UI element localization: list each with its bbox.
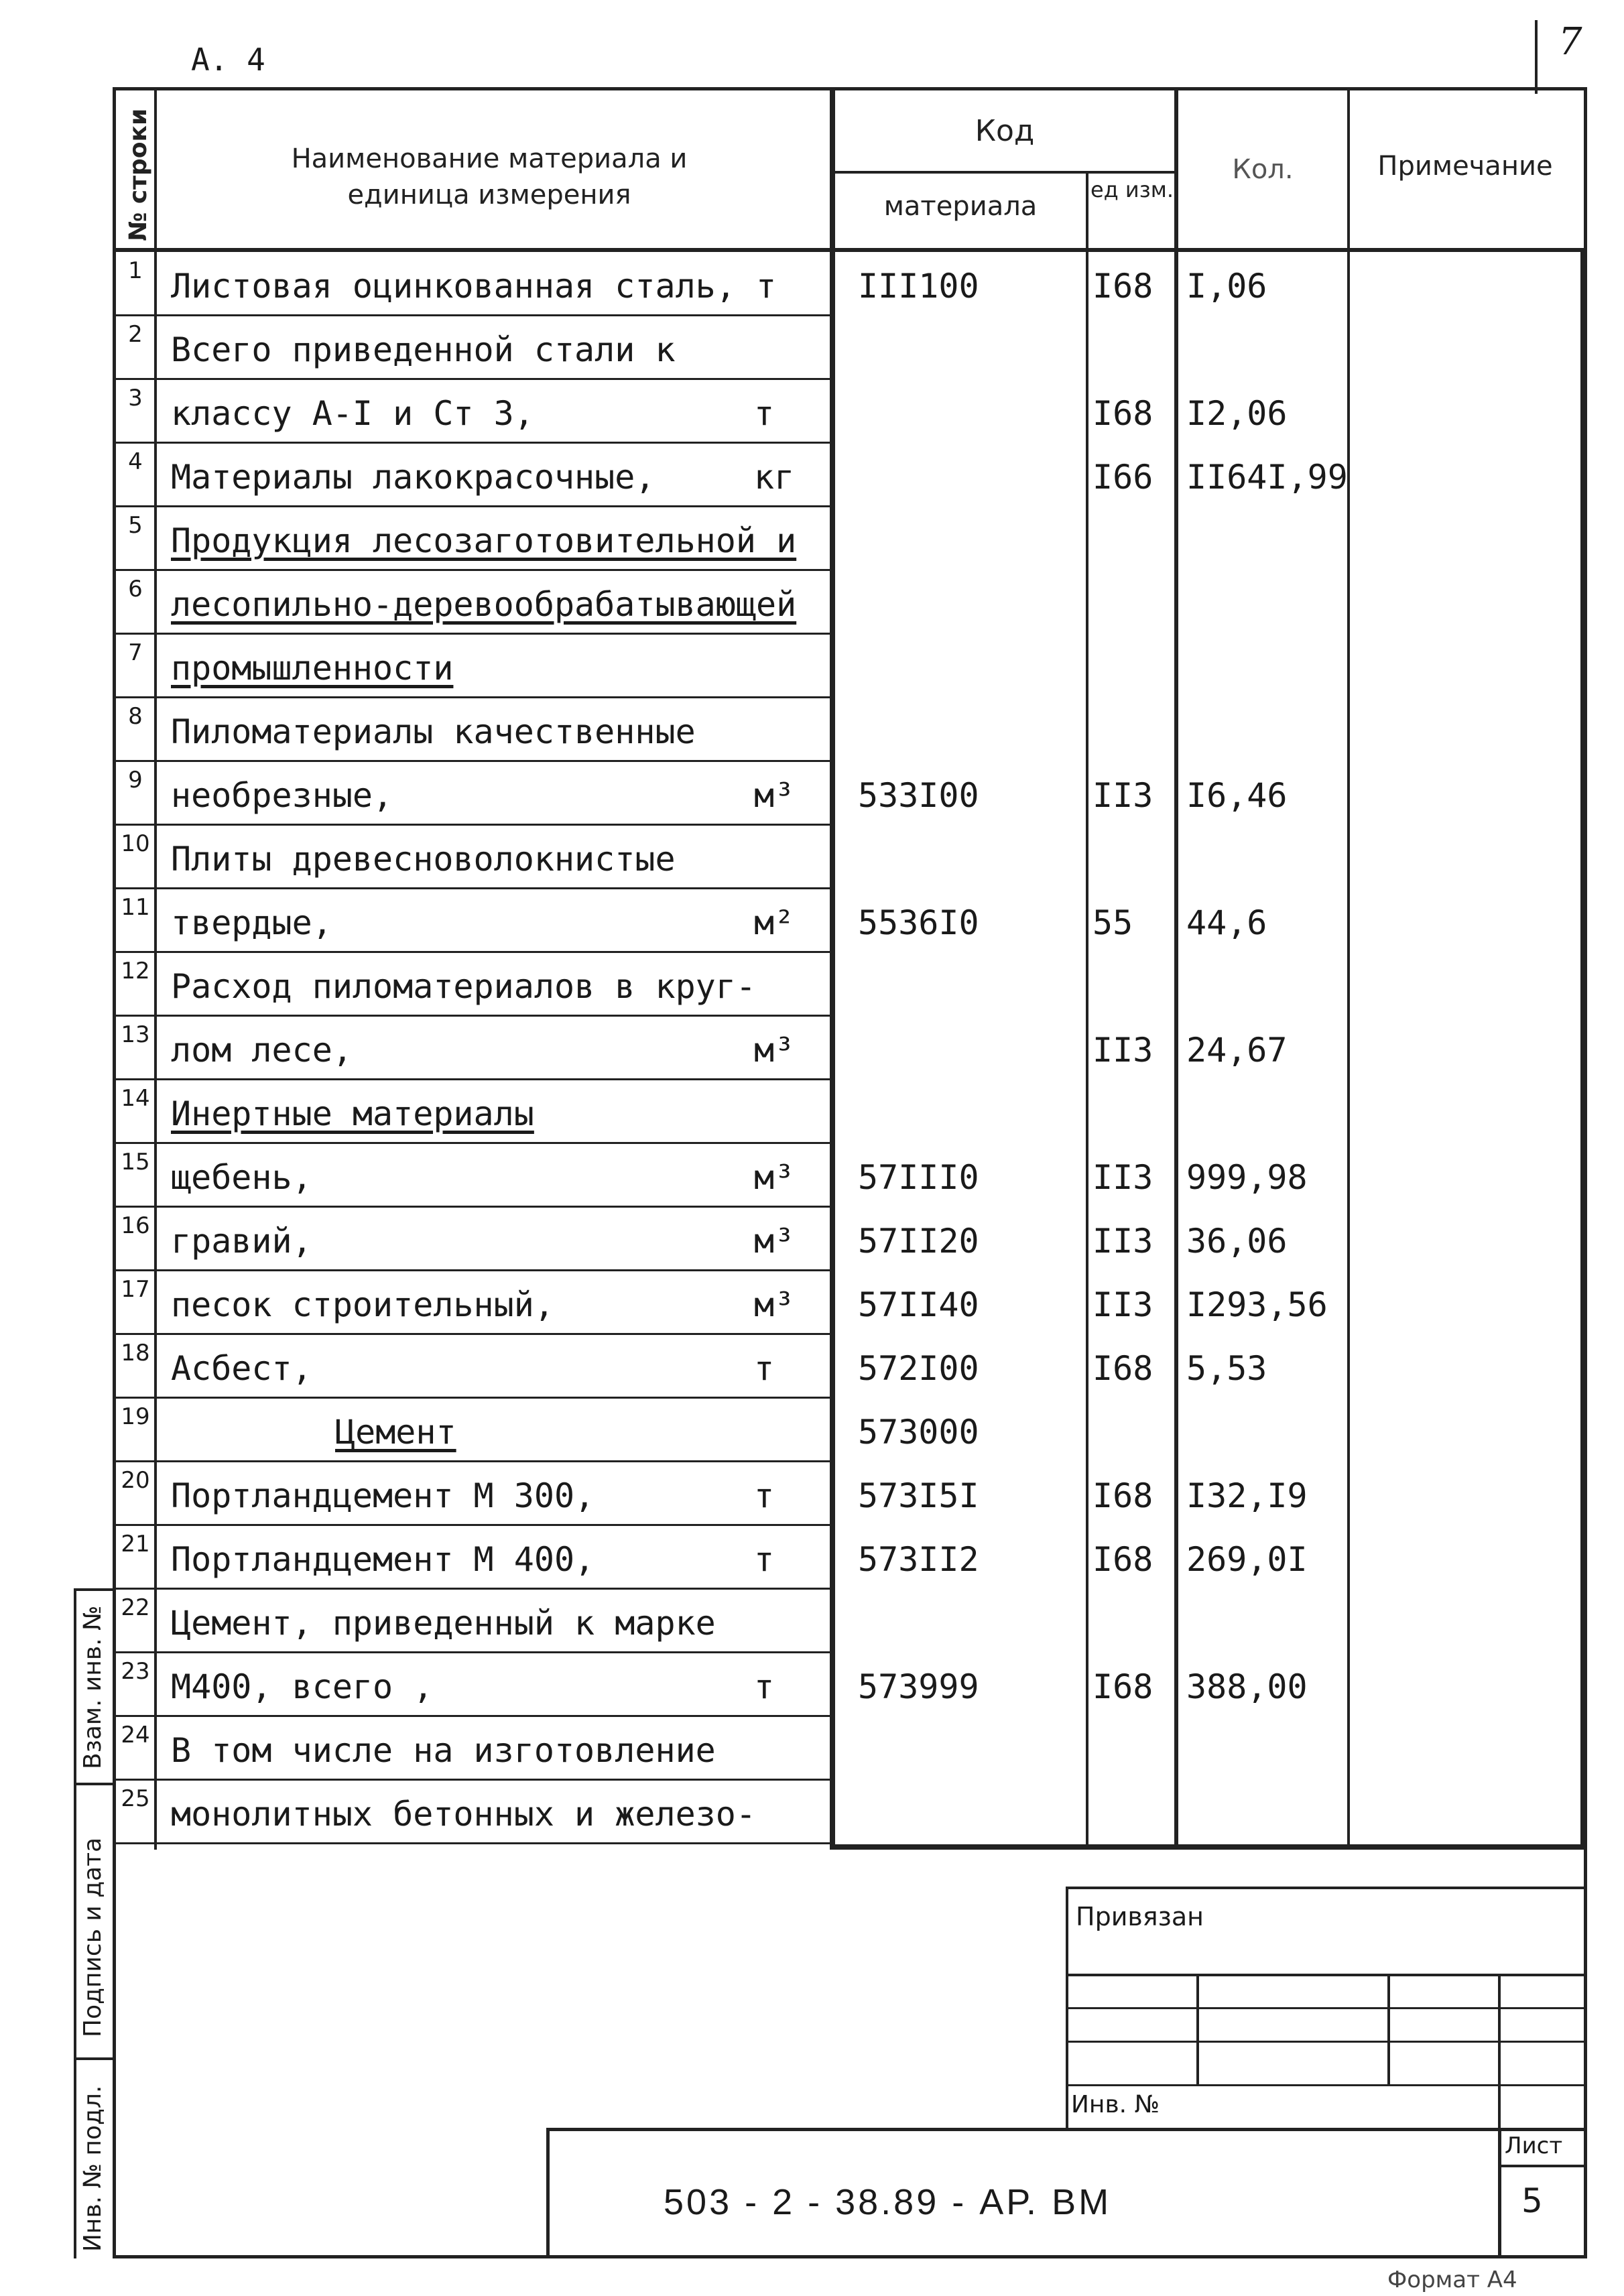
docbar-list-divider bbox=[1498, 2128, 1501, 2258]
material-code: 5536I0 bbox=[858, 903, 979, 942]
unit-code: I68 bbox=[1092, 1540, 1153, 1579]
sheet-number: 5 bbox=[1521, 2181, 1543, 2220]
side-label-vzam: Взам. инв. № bbox=[79, 1605, 107, 1769]
material-name: лесопильно-деревообрабатывающей bbox=[171, 585, 797, 624]
stamp-row-1 bbox=[1066, 1974, 1586, 1976]
stamp-col-3 bbox=[1498, 1974, 1501, 2128]
row-number: 3 bbox=[128, 385, 143, 411]
material-unit: т bbox=[754, 394, 775, 433]
stamp-row-4 bbox=[1066, 2084, 1586, 2086]
row-divider bbox=[113, 887, 831, 889]
row-number: 8 bbox=[128, 703, 143, 730]
material-name: Всего приведенной стали к bbox=[171, 330, 676, 369]
row-number: 10 bbox=[121, 830, 150, 857]
quantity: 5,53 bbox=[1186, 1349, 1267, 1388]
row-number: 1 bbox=[128, 257, 143, 284]
header-bottom-line bbox=[113, 248, 1586, 252]
stamp-row-3 bbox=[1066, 2041, 1586, 2043]
row-number: 22 bbox=[121, 1594, 150, 1621]
row-divider bbox=[113, 1588, 831, 1590]
material-unit: т bbox=[754, 1540, 775, 1579]
material-name: Цемент, приведенный к марке bbox=[171, 1604, 716, 1643]
row-divider bbox=[113, 1842, 831, 1844]
material-code: 57II20 bbox=[858, 1222, 979, 1261]
material-unit: т bbox=[754, 1349, 775, 1388]
material-unit: м³ bbox=[754, 1031, 795, 1070]
unit-code: I68 bbox=[1092, 394, 1153, 433]
stamp-row-2 bbox=[1066, 2007, 1586, 2009]
header-row-number-label: № строки bbox=[125, 108, 152, 241]
stamp-privyazan: Привязан bbox=[1076, 1902, 1204, 1931]
col-divider-code bbox=[1086, 171, 1088, 1850]
row-number: 16 bbox=[121, 1212, 150, 1239]
row-number: 23 bbox=[121, 1658, 150, 1685]
unit-code: II3 bbox=[1092, 1158, 1153, 1197]
unit-code: I68 bbox=[1092, 1667, 1153, 1706]
side-strip-line bbox=[74, 1588, 76, 2258]
material-code: 533I00 bbox=[858, 776, 979, 815]
header-code-unit: ед изм. bbox=[1090, 177, 1174, 202]
side-strip-top bbox=[74, 1588, 114, 1591]
col-divider-right bbox=[1580, 248, 1586, 1850]
unit-code: II3 bbox=[1092, 1285, 1153, 1324]
material-name: Портландцемент М 300, bbox=[171, 1476, 595, 1515]
docbar-left bbox=[546, 2128, 550, 2258]
material-unit: т bbox=[754, 1667, 775, 1706]
material-name: Продукция лесозаготовительной и bbox=[171, 521, 797, 560]
material-name: В том числе на изготовление bbox=[171, 1731, 716, 1770]
material-name: гравий, bbox=[171, 1222, 312, 1261]
row-number: 20 bbox=[121, 1467, 150, 1494]
row-number: 14 bbox=[121, 1085, 150, 1112]
col-divider-rownum bbox=[154, 87, 157, 1850]
page-reference: А. 4 bbox=[191, 42, 265, 78]
docbar-top bbox=[546, 2128, 1586, 2131]
material-code: 57III0 bbox=[858, 1158, 979, 1197]
quantity: I2,06 bbox=[1186, 394, 1288, 433]
material-code: 573I5I bbox=[858, 1476, 979, 1515]
table-bottom-line bbox=[830, 1844, 1586, 1850]
material-code: III100 bbox=[858, 267, 979, 306]
col-divider-name bbox=[830, 87, 835, 1850]
material-name: Портландцемент М 400, bbox=[171, 1540, 595, 1579]
row-number: 13 bbox=[121, 1021, 150, 1048]
row-divider bbox=[113, 505, 831, 507]
row-divider bbox=[113, 1269, 831, 1271]
row-number: 24 bbox=[121, 1722, 150, 1748]
row-divider bbox=[113, 1524, 831, 1526]
row-number: 25 bbox=[121, 1785, 150, 1812]
material-name: Пиломатериалы качественные bbox=[171, 712, 696, 751]
material-name: необрезные, bbox=[171, 776, 393, 815]
row-number: 9 bbox=[128, 767, 143, 793]
material-code: 573II2 bbox=[858, 1540, 979, 1579]
row-divider bbox=[113, 1078, 831, 1080]
format-label: Формат А4 bbox=[1387, 2267, 1517, 2293]
unit-code: I68 bbox=[1092, 267, 1153, 306]
row-divider bbox=[113, 696, 831, 698]
row-divider bbox=[113, 1142, 831, 1144]
unit-code: I68 bbox=[1092, 1349, 1153, 1388]
header-code: Код bbox=[975, 114, 1035, 148]
header-note: Примечание bbox=[1377, 151, 1553, 182]
side-strip-divider-1 bbox=[74, 1783, 114, 1785]
header-row-number bbox=[119, 101, 153, 245]
quantity: 269,0I bbox=[1186, 1540, 1308, 1579]
page-number: 7 bbox=[1558, 20, 1582, 64]
material-unit: кг bbox=[754, 458, 795, 497]
row-divider bbox=[113, 442, 831, 444]
material-name: классу А-I и Ст 3, bbox=[171, 394, 534, 433]
quantity: 999,98 bbox=[1186, 1158, 1308, 1197]
row-divider bbox=[113, 1333, 831, 1335]
header-quantity: Кол. bbox=[1232, 154, 1294, 185]
side-label-podpis: Подпись и дата bbox=[79, 1837, 107, 2037]
row-divider bbox=[113, 1779, 831, 1781]
quantity: 44,6 bbox=[1186, 903, 1267, 942]
material-name: щебень, bbox=[171, 1158, 312, 1197]
material-unit: м³ bbox=[754, 1158, 795, 1197]
row-divider bbox=[113, 951, 831, 953]
row-number: 15 bbox=[121, 1149, 150, 1175]
unit-code: I68 bbox=[1092, 1476, 1153, 1515]
material-code: 572I00 bbox=[858, 1349, 979, 1388]
row-number: 11 bbox=[121, 894, 150, 921]
row-divider bbox=[113, 1715, 831, 1717]
stamp-col-1 bbox=[1196, 1974, 1199, 2084]
row-number: 21 bbox=[121, 1531, 150, 1557]
row-number: 18 bbox=[121, 1340, 150, 1366]
material-unit: м² bbox=[754, 903, 795, 942]
material-name: Листовая оцинкованная сталь, т bbox=[171, 267, 777, 306]
unit-code: II3 bbox=[1092, 1222, 1153, 1261]
quantity: II64I,99 bbox=[1186, 458, 1348, 497]
page-number-bar bbox=[1535, 20, 1538, 94]
row-number: 5 bbox=[128, 512, 143, 539]
material-name: твердые, bbox=[171, 903, 332, 942]
stamp-top bbox=[1066, 1887, 1586, 1889]
material-name: Асбест, bbox=[171, 1349, 312, 1388]
material-name: Расход пиломатериалов в круг- bbox=[171, 967, 756, 1006]
material-name: песок строительный, bbox=[171, 1285, 554, 1324]
quantity: 36,06 bbox=[1186, 1222, 1288, 1261]
row-divider bbox=[113, 1460, 831, 1462]
row-number: 19 bbox=[121, 1403, 150, 1430]
header-code-divider bbox=[830, 171, 1174, 174]
quantity: 388,00 bbox=[1186, 1667, 1308, 1706]
material-name: Материалы лакокрасочные, bbox=[171, 458, 655, 497]
material-name: М400, всего , bbox=[171, 1667, 434, 1706]
row-divider bbox=[113, 314, 831, 316]
side-strip-divider-2 bbox=[74, 2057, 114, 2060]
unit-code: I66 bbox=[1092, 458, 1153, 497]
stamp-inv-no: Инв. № bbox=[1071, 2091, 1160, 2118]
row-divider bbox=[113, 569, 831, 571]
row-number: 7 bbox=[128, 639, 143, 666]
header-code-material: материала bbox=[883, 191, 1038, 222]
material-name: промышленности bbox=[171, 649, 454, 688]
row-divider bbox=[113, 824, 831, 826]
material-unit: м³ bbox=[754, 1222, 795, 1261]
row-number: 17 bbox=[121, 1276, 150, 1303]
material-unit: т bbox=[754, 1476, 775, 1515]
docbar-list-divider-h bbox=[1498, 2165, 1586, 2167]
unit-code: II3 bbox=[1092, 776, 1153, 815]
material-code: 573999 bbox=[858, 1667, 979, 1706]
row-divider bbox=[113, 1651, 831, 1653]
row-divider bbox=[113, 1206, 831, 1208]
row-number: 4 bbox=[128, 448, 143, 475]
material-name: монолитных бетонных и железо- bbox=[171, 1795, 756, 1834]
col-divider-unit bbox=[1174, 87, 1178, 1850]
row-number: 12 bbox=[121, 958, 150, 984]
unit-code: II3 bbox=[1092, 1031, 1153, 1070]
unit-code: 55 bbox=[1092, 903, 1133, 942]
material-unit: м³ bbox=[754, 776, 795, 815]
material-name: Цемент bbox=[335, 1413, 456, 1452]
document-code: 503 - 2 - 38.89 - АР. ВМ bbox=[664, 2182, 1112, 2222]
quantity: I293,56 bbox=[1186, 1285, 1328, 1324]
row-number: 2 bbox=[128, 321, 143, 348]
row-divider bbox=[113, 760, 831, 762]
material-name: Плиты древесноволокнистые bbox=[171, 840, 676, 879]
col-divider-qty bbox=[1347, 87, 1350, 1850]
quantity: I,06 bbox=[1186, 267, 1267, 306]
quantity: I32,I9 bbox=[1186, 1476, 1308, 1515]
quantity: I6,46 bbox=[1186, 776, 1288, 815]
stamp-col-2 bbox=[1387, 1974, 1390, 2084]
material-name: лом лесе, bbox=[171, 1031, 353, 1070]
row-divider bbox=[113, 1015, 831, 1017]
row-divider bbox=[113, 1397, 831, 1399]
row-number: 6 bbox=[128, 576, 143, 602]
header-material-name: Наименование материала и единица измерения bbox=[291, 143, 688, 210]
material-unit: м³ bbox=[754, 1285, 795, 1324]
sheet-label: Лист bbox=[1505, 2132, 1563, 2159]
row-divider bbox=[113, 633, 831, 635]
row-divider bbox=[113, 378, 831, 380]
material-code: 573000 bbox=[858, 1413, 979, 1452]
side-label-inv-podl: Инв. № подл. bbox=[79, 2085, 107, 2252]
material-code: 57II40 bbox=[858, 1285, 979, 1324]
quantity: 24,67 bbox=[1186, 1031, 1288, 1070]
material-name: Инертные материалы bbox=[171, 1094, 534, 1133]
